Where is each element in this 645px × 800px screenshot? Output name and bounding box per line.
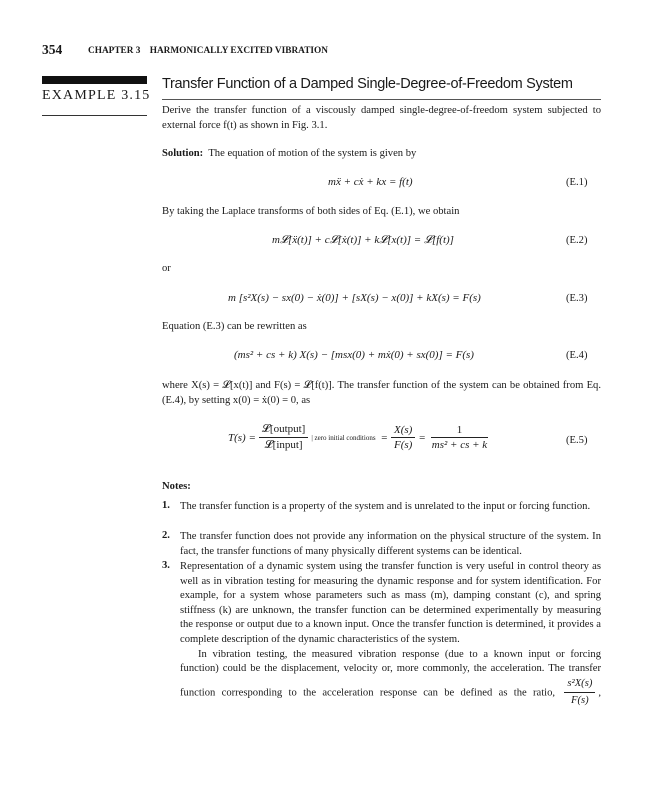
note-text: The transfer function does not provide any information on the physical structure of the system. In fact, the transfer functions of many physically different systems can be identical. <box>180 531 601 557</box>
chapter-title: HARMONICALLY EXCITED VIBRATION <box>149 46 328 56</box>
title-rule <box>162 99 601 100</box>
page-number: 354 <box>42 42 63 57</box>
example-title: Transfer Function of a Damped Single-Degree-of-Freedom System <box>162 76 573 92</box>
e5-den-input: 𝓛[input] <box>264 439 303 451</box>
running-header <box>88 46 328 56</box>
note-3-paragraph-2 <box>180 648 601 709</box>
e5-equals: = <box>380 431 388 444</box>
equation-e2: m𝓛[ẍ(t)] + c𝓛[ẋ(t)] + k𝓛[x(t)] = 𝓛[f(t)] <box>272 234 454 246</box>
example-bar <box>42 76 147 84</box>
equation-tag-e3: (E.3) <box>566 293 588 304</box>
equation-tag-e2: (E.2) <box>566 235 588 246</box>
note-number: 3. <box>162 560 170 571</box>
equation-e4: (ms² + cs + k) X(s) − [msx(0) + mẋ(0) + sx(0)] = F(s) <box>234 349 474 361</box>
example-rule <box>42 115 147 116</box>
equation-e1: mẍ + cẋ + kx = f(t) <box>328 176 413 188</box>
note-1 <box>162 500 601 515</box>
note-2 <box>162 530 601 559</box>
ratio-denominator: F(s) <box>571 695 589 707</box>
example-label: EXAMPLE 3.15 <box>42 88 151 103</box>
e5-condition: | zero initial conditions <box>311 433 376 442</box>
note-3-para2-text: In vibration testing, the measured vibration response (due to a known input or forcing function) could be the displacement, velocity or, more commonly, the acceleration. The transfer function corresponding to the acceleration response can be defined as the ratio, <box>180 648 601 699</box>
ratio-comma: , <box>598 687 602 699</box>
e5-fraction-xf <box>391 424 415 451</box>
note-3 <box>162 560 601 709</box>
note-text: The transfer function is a property of the system and is unrelated to the input or forcing function. <box>180 501 591 512</box>
e5-num-x: X(s) <box>391 424 415 438</box>
intro-paragraph: Derive the transfer function of a viscously damped single-degree-of-freedom system subjected to external force f(t) as shown in Fig. 3.1. <box>162 105 601 131</box>
e5-num-output: 𝓛[output] <box>259 423 308 438</box>
note-number: 2. <box>162 530 170 541</box>
acceleration-ratio <box>564 677 595 709</box>
ratio-numerator: s²X(s) <box>564 677 595 694</box>
equation-tag-e5: (E.5) <box>566 435 588 446</box>
rewritten-text: Equation (E.3) can be rewritten as <box>162 321 307 332</box>
e5-num-one: 1 <box>431 424 489 438</box>
solution-line <box>162 147 601 162</box>
chapter-label: CHAPTER 3 <box>88 46 141 56</box>
e5-fraction-laplace <box>259 423 308 452</box>
notes-heading: Notes: <box>162 481 191 492</box>
e5-lhs: T(s) = <box>228 431 256 444</box>
e5-den-f: F(s) <box>393 439 413 451</box>
equation-e3: m [s²X(s) − sx(0) − ẋ(0)] + [sX(s) − x(0)] + kX(s) = F(s) <box>228 292 481 304</box>
e5-equals-2: = <box>418 431 426 444</box>
equation-e5 <box>228 423 493 452</box>
or-text: or <box>162 263 171 274</box>
solution-label: Solution: <box>162 148 204 159</box>
where-paragraph: where X(s) = 𝓛[x(t)] and F(s) = 𝓛[f(t)]. The transfer function of the system can be obtained from Eq. (E.4), by setting x(0) = ẋ(0) = 0, as <box>162 380 601 406</box>
solution-text: The equation of motion of the system is given by <box>208 148 417 159</box>
note-text: Representation of a dynamic system using the transfer function is very useful in control theory as well as in vibration testing for measuring the dynamic response and for system identification. For example, for a system whose parameters such as mass (m), damping constant (c), and spring stiffness (k) are unknown, the transfer function can be determined experimentally by measuring the response or output due to a known input. Once the transfer function is determined, it provides a complete description of the dynamic characteristics of the system. <box>180 561 601 645</box>
note-number: 1. <box>162 500 170 511</box>
e5-den-poly: ms² + cs + k <box>431 439 488 451</box>
equation-tag-e4: (E.4) <box>566 350 588 361</box>
equation-tag-e1: (E.1) <box>566 177 588 188</box>
laplace-text: By taking the Laplace transforms of both sides of Eq. (E.1), we obtain <box>162 206 460 217</box>
e5-fraction-result <box>429 424 490 451</box>
